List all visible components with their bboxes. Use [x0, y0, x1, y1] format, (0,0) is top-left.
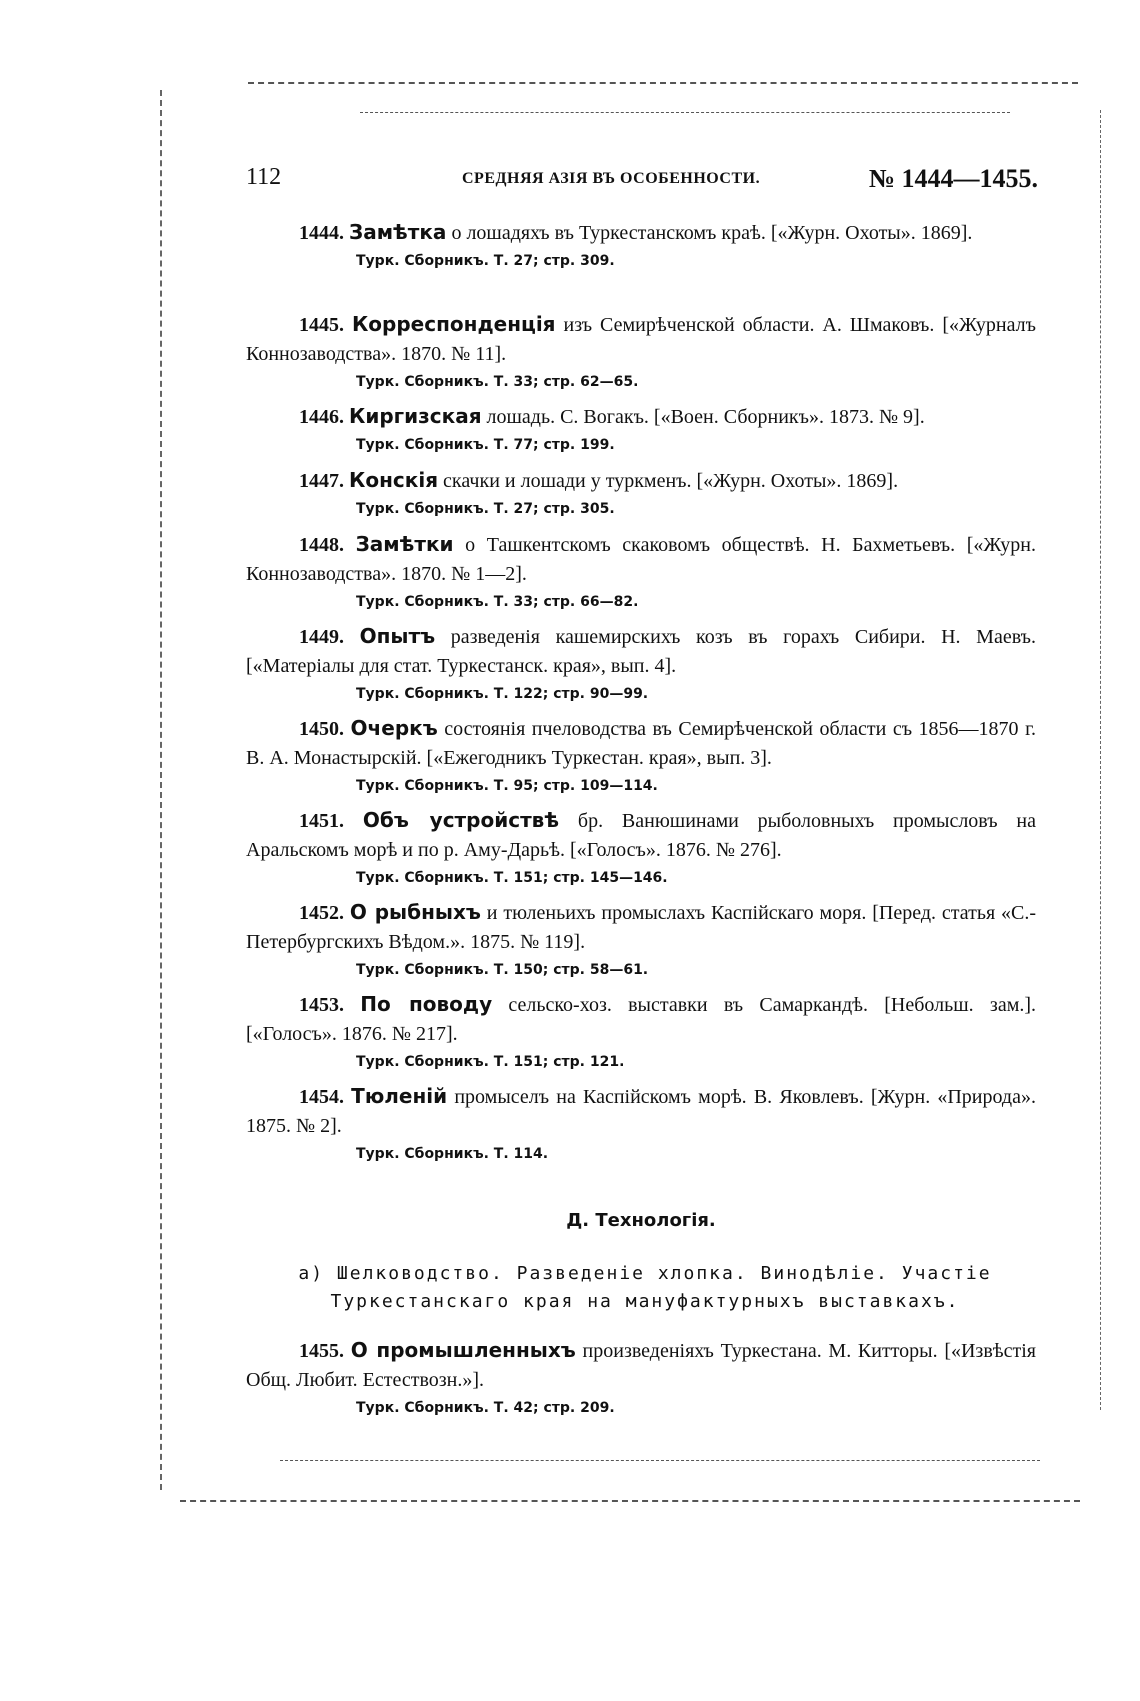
entry-1450	[246, 714, 1036, 799]
entry-1444	[246, 218, 1036, 274]
entry-1448	[246, 530, 1036, 615]
entry-text: промыселъ на Каспійскомъ морѣ. В. Яковлевъ. [Журн. «Природа». 1875. № 2].	[246, 1086, 1036, 1137]
entry-lead: О рыбныхъ	[349, 900, 481, 924]
top-rule	[248, 82, 1078, 84]
entry-lead: По поводу	[360, 992, 493, 1016]
entry-text: сельско-хоз. выставки въ Самаркандѣ. [Небольш. зам.]. [«Голосъ». 1876. № 217].	[246, 994, 1037, 1045]
bottom-rule-secondary	[180, 1500, 1080, 1502]
entry-text: о Ташкентскомъ скаковомъ обществѣ. Н. Бахметьевъ. [«Журн. Коннозаводства». 1870. № 1—2].	[246, 534, 1036, 585]
entry-number: 1455.	[299, 1340, 344, 1362]
entry-1445	[246, 310, 1036, 395]
entry-text: разведенія кашемирскихъ козъ въ горахъ Сибири. Н. Маевъ. [«Матеріалы для стат. Туркестанск. края», вып. 4].	[246, 626, 1036, 677]
entry-lead: Корреспонденція	[351, 312, 556, 336]
entry-lead: Тюленій	[351, 1084, 448, 1108]
entry-reference: Турк. Сборникъ. Т. 150; стр. 58—61.	[356, 962, 649, 978]
page-number: 112	[246, 164, 282, 190]
entry-range: № 1444—1455.	[868, 164, 1038, 193]
entry-number: 1446.	[299, 406, 344, 428]
entry-reference: Турк. Сборникъ. Т. 77; стр. 199.	[356, 437, 615, 453]
entry-number: 1448.	[299, 534, 344, 556]
entry-reference: Турк. Сборникъ. Т. 33; стр. 62—65.	[356, 374, 639, 390]
entry-number: 1450.	[299, 718, 344, 740]
entry-1455	[246, 1336, 1036, 1421]
subsection-heading: а) Шелководство. Разведеніе хлопка. Винодѣліе. Участіе Туркестанскаго края на мануфактурныхъ выставкахъ.	[298, 1263, 992, 1312]
entry-text: произведеніяхъ Туркестана. М. Китторы. [«Извѣстія Общ. Любит. Естествозн.»].	[246, 1340, 1037, 1391]
entry-reference: Турк. Сборникъ. Т. 114.	[356, 1146, 549, 1162]
entry-number: 1449.	[299, 626, 344, 648]
entry-text: о лошадяхъ въ Туркестанскомъ краѣ. [«Журн. Охоты». 1869].	[451, 222, 973, 244]
entry-reference: Турк. Сборникъ. Т. 27; стр. 309.	[356, 253, 615, 269]
left-margin-line	[160, 90, 162, 1490]
right-margin-line	[1100, 110, 1101, 1410]
entry-text: лошадь. С. Вогакъ. [«Воен. Сборникъ». 1873. № 9].	[486, 406, 925, 428]
page-header	[246, 164, 1038, 198]
bottom-rule	[280, 1460, 1040, 1461]
entry-1454	[246, 1082, 1036, 1167]
entry-number: 1447.	[299, 470, 344, 492]
entry-1449	[246, 622, 1036, 707]
entry-number: 1451.	[299, 810, 344, 832]
entry-reference: Турк. Сборникъ. Т. 95; стр. 109—114.	[356, 778, 658, 794]
entry-lead: Опытъ	[359, 624, 436, 648]
entry-lead: Замѣтка	[349, 220, 447, 244]
entry-lead: Замѣтки	[355, 532, 454, 556]
entry-number: 1444.	[299, 222, 344, 244]
entry-lead: Киргизская	[349, 404, 482, 428]
entry-number: 1445.	[299, 314, 344, 336]
entry-reference: Турк. Сборникъ. Т. 151; стр. 121.	[356, 1054, 625, 1070]
entry-lead: Конскія	[349, 468, 439, 492]
entry-reference: Турк. Сборникъ. Т. 151; стр. 145—146.	[356, 870, 668, 886]
entry-reference: Турк. Сборникъ. Т. 27; стр. 305.	[356, 501, 615, 517]
entry-number: 1453.	[299, 994, 344, 1016]
entry-text: и тюленьихъ промыслахъ Каспійскаго моря. [Перед. статья «С.-Петербургскихъ Вѣдом.». 1875. № 119].	[246, 902, 1037, 953]
entry-1453	[246, 990, 1036, 1075]
entry-1447	[246, 466, 1036, 522]
entry-lead: Очеркъ	[350, 716, 438, 740]
entry-1452	[246, 898, 1036, 983]
section-title: Д. Технологія.	[566, 1210, 716, 1231]
entry-text: скачки и лошади у туркменъ. [«Журн. Охоты». 1869].	[443, 470, 899, 492]
top-rule-secondary	[360, 112, 1010, 113]
entry-number: 1452.	[299, 902, 344, 924]
entry-reference: Турк. Сборникъ. Т. 122; стр. 90—99.	[356, 686, 649, 702]
entry-text: состоянія пчеловодства въ Семирѣченской области съ 1856—1870 г. В. А. Монастырскій. [«Ежегодникъ Туркестан. края», вып. 3].	[246, 718, 1037, 769]
entry-number: 1454.	[299, 1086, 344, 1108]
entry-lead: Объ устройствѣ	[362, 808, 560, 832]
entry-reference: Турк. Сборникъ. Т. 33; стр. 66—82.	[356, 594, 639, 610]
running-title: СРЕДНЯЯ АЗІЯ ВЪ ОСОБЕННОСТИ.	[462, 170, 761, 187]
entry-1451	[246, 806, 1036, 891]
entry-reference: Турк. Сборникъ. Т. 42; стр. 209.	[356, 1400, 615, 1416]
entry-lead: О промышленныхъ	[350, 1338, 576, 1362]
entry-text: бр. Ванюшинами рыболовныхъ промысловъ на Аральскомъ морѣ и по р. Аму-Дарьѣ. [«Голосъ». 1876. № 276].	[246, 810, 1037, 861]
entry-text: изъ Семирѣченской области. А. Шмаковъ. [«Журналъ Коннозаводства». 1870. № 11].	[246, 314, 1036, 365]
entry-1446	[246, 402, 1036, 458]
